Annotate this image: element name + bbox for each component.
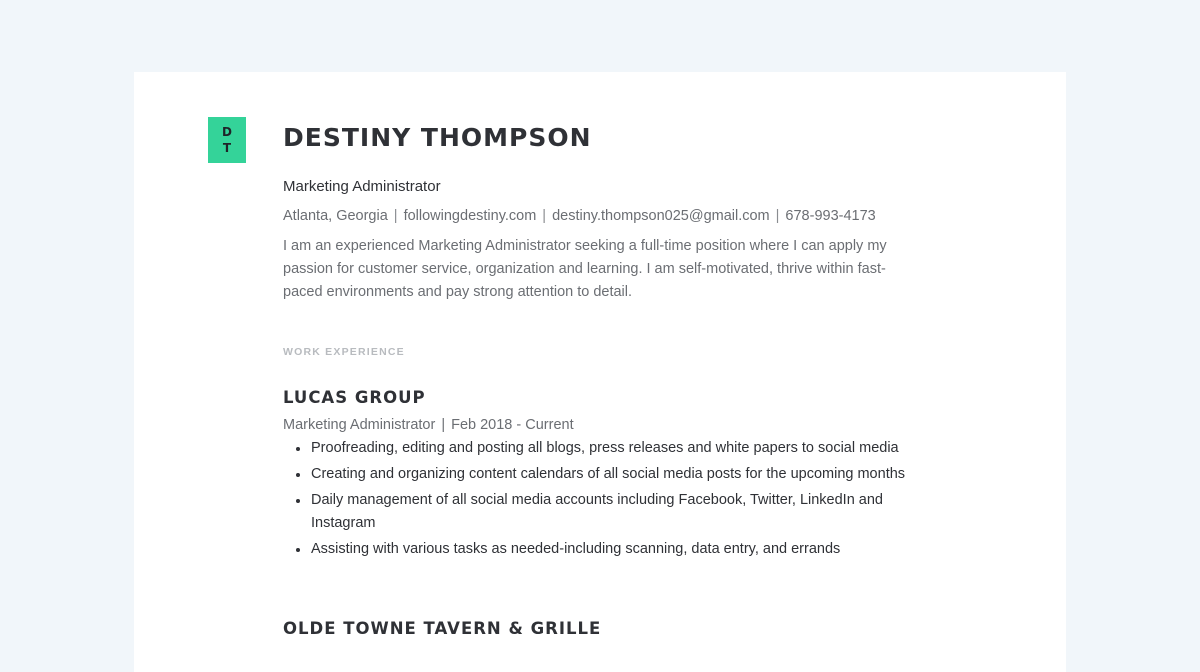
bullet-item: Creating and organizing content calendars of all social media posts for the upcoming months (283, 463, 923, 486)
candidate-name: DESTINY THOMPSON (283, 123, 592, 152)
monogram-initial-2: T (222, 141, 232, 155)
job-title: Marketing Administrator (283, 417, 436, 433)
bullet-item: Assisting with various tasks as needed-including scanning, data entry, and errands (283, 538, 923, 561)
monogram-badge (208, 117, 246, 163)
job-bullets (283, 437, 923, 561)
candidate-headline: Marketing Administrator (283, 178, 441, 195)
company-name: OLDE TOWNE TAVERN & GRILLE (283, 619, 602, 638)
contact-website[interactable]: followingdestiny.com (403, 208, 537, 224)
section-heading-work-experience: WORK EXPERIENCE (283, 346, 405, 358)
resume-card (134, 72, 1066, 672)
job-entry (283, 388, 923, 564)
job-dates: Feb 2018 - Current (451, 417, 574, 433)
contact-location: Atlanta, Georgia (283, 208, 388, 224)
professional-summary: I am an experienced Marketing Administrator seeking a full-time position where I can apply my passion for customer service, organization and learning. I am self-motivated, thrive within fast-paced environments and pay strong attention to detail. (283, 238, 887, 300)
separator: | (775, 208, 780, 224)
monogram-initial-1: D (222, 125, 232, 139)
separator: | (542, 208, 547, 224)
contact-phone: 678-993-4173 (785, 208, 876, 224)
contact-line (283, 208, 876, 224)
contact-email[interactable]: destiny.thompson025@gmail.com (552, 208, 770, 224)
job-role-line (283, 417, 923, 433)
separator: | (441, 417, 446, 433)
separator: | (393, 208, 398, 224)
job-entry (283, 619, 923, 638)
company-name: LUCAS GROUP (283, 388, 426, 407)
bullet-item: Proofreading, editing and posting all blogs, press releases and white papers to social media (283, 437, 923, 460)
bullet-item: Daily management of all social media accounts including Facebook, Twitter, LinkedIn and Instagram (283, 489, 923, 535)
